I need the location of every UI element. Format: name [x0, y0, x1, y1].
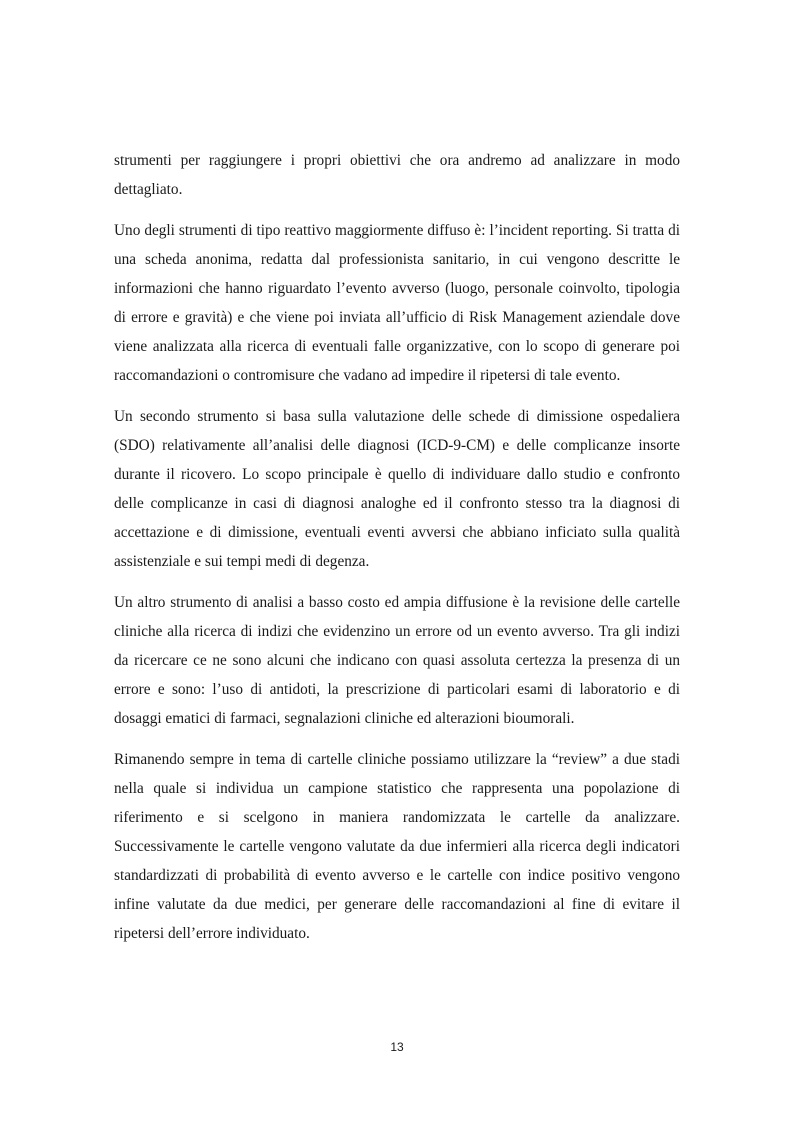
- page-number: 13: [390, 1040, 404, 1054]
- paragraph-continuation: strumenti per raggiungere i propri obiettivi che ora andremo ad analizzare in modo dettagliato.: [114, 152, 680, 198]
- paragraph-incident-reporting: Uno degli strumenti di tipo reattivo maggiormente diffuso è: l’incident reporting. Si tratta di una scheda anonima, redatta dal professionista sanitario, in cui vengono descritte le informazioni che hanno riguardato l’evento avverso (luogo, personale coinvolto, tipologia di errore e gravità) e che viene poi inviata all’ufficio di Risk Management aziendale dove viene analizzata alla ricerca di eventuali falle organizzative, con lo scopo di generare poi raccomandazioni o contromisure che vadano ad impedire il ripetersi di tale evento.: [114, 222, 680, 384]
- document-body: [114, 146, 680, 960]
- paragraph-sdo: Un secondo strumento si basa sulla valutazione delle schede di dimissione ospedaliera (SDO) relativamente all’analisi delle diagnosi (ICD-9-CM) e delle complicanze insorte durante il ricovero. Lo scopo principale è quello di individuare dallo studio e confronto delle complicanze in casi di diagnosi analoghe ed il confronto stesso tra la diagnosi di accettazione e di dimissione, eventuali eventi avversi che abbiano inficiato sulla qualità assistenziale e sui tempi medi di degenza.: [114, 408, 680, 570]
- paragraph-review: Rimanendo sempre in tema di cartelle cliniche possiamo utilizzare la “review” a due stadi nella quale si individua un campione statistico che rappresenta una popolazione di riferimento e si scelgono in maniera randomizzata le cartelle da analizzare. Successivamente le cartelle vengono valutate da due infermieri alla ricerca degli indicatori standardizzati di probabilità di evento avverso e le cartelle con indice positivo vengono infine valutate da due medici, per generare delle raccomandazioni al fine di evitare il ripetersi dell’errore individuato.: [114, 751, 680, 942]
- paragraph-cartelle-cliniche: Un altro strumento di analisi a basso costo ed ampia diffusione è la revisione delle cartelle cliniche alla ricerca di indizi che evidenzino un errore od un evento avverso. Tra gli indizi da ricercare ce ne sono alcuni che indicano con quasi assoluta certezza la presenza di un errore e sono: l’uso di antidoti, la prescrizione di particolari esami di laboratorio e di dosaggi ematici di farmaci, segnalazioni cliniche ed alterazioni bioumorali.: [114, 594, 680, 727]
